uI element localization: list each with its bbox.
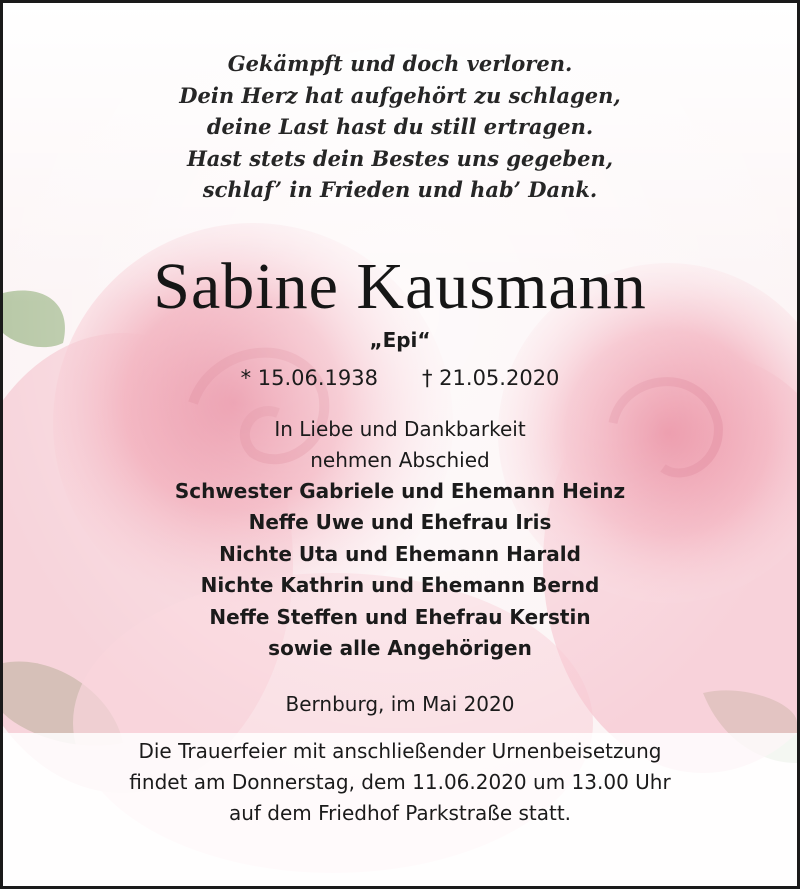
poem-line: deine Last hast du still ertragen. [206, 114, 594, 139]
life-dates [3, 363, 797, 393]
birth-date: * 15.06.1938 [240, 365, 378, 390]
poem-line: schlaf’ in Frieden und hab’ Dank. [202, 177, 598, 202]
place-and-date: Bernburg, im Mai 2020 [285, 691, 515, 716]
farewell-intro [3, 414, 797, 476]
poem-line: Gekämpft und doch verloren. [227, 51, 573, 76]
mourner-line: Nichte Uta und Ehemann Harald [219, 541, 581, 566]
service-line: auf dem Friedhof Parkstraße statt. [228, 800, 572, 825]
mourner-line: Nichte Kathrin und Ehemann Bernd [200, 573, 600, 597]
intro-line: nehmen Abschied [310, 447, 490, 472]
deceased-name: Sabine Kausmann [153, 249, 647, 323]
notice-text [3, 3, 797, 829]
funeral-service-info [3, 736, 797, 829]
mourners-list [3, 476, 797, 665]
mourner-line: sowie alle Angehörigen [268, 636, 532, 660]
service-line: Die Trauerfeier mit anschließender Urnenbeisetzung [138, 738, 662, 763]
poem-line: Hast stets dein Bestes uns gegeben, [186, 145, 614, 171]
memorial-poem [3, 3, 797, 206]
service-line: findet am Donnerstag, dem 11.06.2020 um 13.00 Uhr [129, 769, 671, 794]
mourner-line: Neffe Steffen und Ehefrau Kerstin [209, 604, 591, 629]
poem-line: Dein Herz hat aufgehört zu schlagen, [179, 82, 621, 108]
mourner-line: Neffe Uwe und Ehefrau Iris [248, 510, 552, 534]
death-date: † 21.05.2020 [422, 365, 560, 390]
mourner-line: Schwester Gabriele und Ehemann Heinz [174, 478, 626, 503]
intro-line: In Liebe und Dankbarkeit [274, 416, 526, 441]
deceased-nickname: „Epi“ [369, 327, 431, 352]
